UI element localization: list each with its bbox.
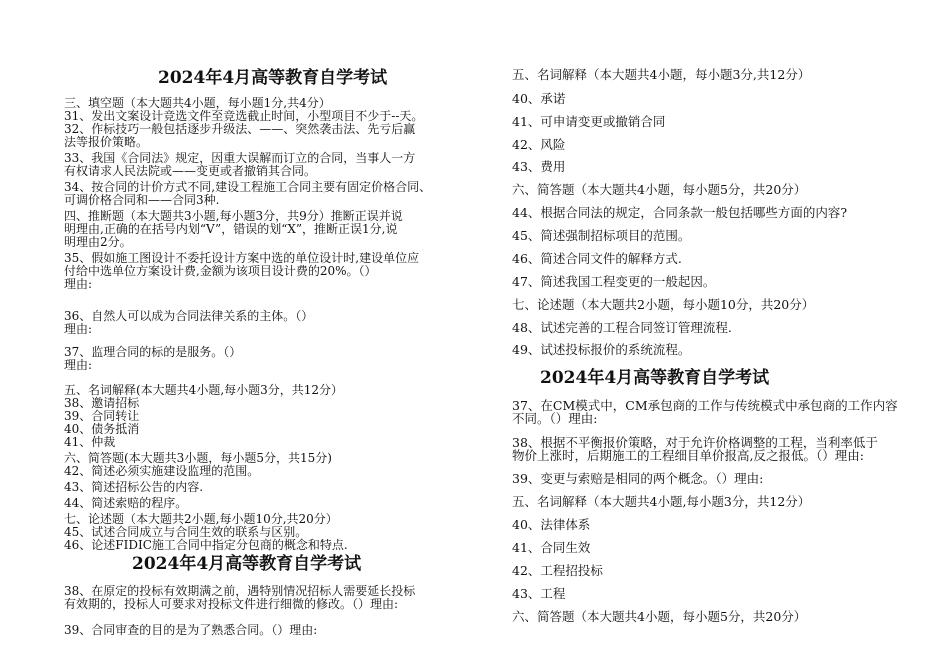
exam-text-line: 付给中选单位方案设计费,金额为该项目设计费的20%。（） [64, 264, 377, 278]
exam-text-line: 五、名词解释(本大题共4小题,每小题3分，共12分） [64, 383, 344, 397]
exam-text-line: 40、承诺 [512, 91, 566, 106]
exam-text-line: 明理由2分。 [64, 235, 132, 249]
exam-text-line: 44、根据合同法的规定，合同条款一般包括哪些方面的内容? [512, 205, 848, 220]
exam-text-line: 42、简述必须实施建设监理的范围。 [64, 464, 260, 478]
section-title: 2024年4月高等教育自学考试 [132, 554, 362, 574]
exam-text-line: 38、邀请招标 [64, 396, 140, 410]
exam-text-line: 六、简答题（本大题共4小题，每小题5分，共20分） [512, 182, 807, 197]
exam-text-line: 38、在原定的投标有效期满之前，遇特别情况招标人需要延长投标 [64, 584, 416, 598]
exam-text-line: 45、简述强制招标项目的范围。 [512, 228, 691, 243]
exam-text-line: 明理由,正确的在括号内划“V”，错误的划“X”，推断正误1分,说 [64, 222, 398, 236]
exam-text-line: 理由: [64, 277, 93, 291]
exam-text-line: 31、发出文案设计竞选文件至竞选截止时间，小型项目不少于--天。 [64, 109, 424, 123]
exam-text-line: 43、费用 [512, 159, 566, 174]
exam-text-line: 40、法律体系 [512, 517, 591, 532]
exam-text-line: 42、工程招投标 [512, 563, 603, 578]
exam-text-line: 五、名词解释（本大题共4小题,每小题3分，共12分） [512, 494, 811, 509]
exam-text-line: 五、名词解释（本大题共4小题，每小题3分,共12分） [512, 67, 811, 82]
exam-text-line: 32、作标技巧一般包括逐步升级法、——、突然袭击法、先亏后赢 [64, 122, 416, 136]
exam-text-line: 45、试述合同成立与合同生效的联系与区别。 [64, 525, 308, 539]
exam-text-line: 42、风险 [512, 137, 566, 152]
exam-text-line: 三、填空题（本大题共4小题，每小题1分,共4分） [64, 96, 331, 110]
exam-text-line: 37、监理合同的标的是服务。（） [64, 345, 242, 359]
exam-text-line: 理由: [64, 358, 93, 372]
exam-text-line: 46、论述FIDIC施工合同中指定分包商的概念和特点. [64, 538, 348, 552]
exam-text-line: 39、合同转让 [64, 409, 140, 423]
exam-text-line: 不同。（）理由: [512, 411, 598, 426]
exam-text-line: 44、简述索赔的程序。 [64, 496, 188, 510]
exam-text-line: 有权请求人民法院或——变更或者撤销其合同。 [64, 164, 317, 178]
exam-text-line: 六、简答题（本大题共4小题，每小题5分，共20分） [512, 609, 807, 624]
exam-text-line: 39、合同审查的目的是为了熟悉合同。（）理由: [64, 623, 318, 637]
exam-text-line: 43、简述招标公告的内容. [64, 480, 204, 494]
section-title: 2024年4月高等教育自学考试 [540, 368, 770, 388]
exam-text-line: 可调价格合同和——合同3种. [64, 193, 220, 207]
exam-text-line: 七、论述题（本大题共2小题，每小题10分，共20分） [512, 297, 815, 312]
exam-text-line: 有效期的，投标人可要求对投标文件进行细微的修改。（）理由: [64, 597, 399, 611]
exam-text-line: 33、我国《合同法》规定，因重大误解而订立的合同，当事人一方 [64, 151, 416, 165]
exam-text-line: 理由: [64, 322, 93, 336]
exam-text-line: 34、按合同的计价方式不同,建设工程施工合同主要有固定价格合同、 [64, 180, 432, 194]
exam-text-line: 40、债务抵消 [64, 422, 140, 436]
exam-text-line: 49、试述投标报价的系统流程。 [512, 342, 691, 357]
exam-text-line: 39、变更与索赔是相同的两个概念。（）理由: [512, 471, 764, 486]
exam-text-line: 41、可申请变更或撤销合同 [512, 114, 666, 129]
exam-text-line: 41、仲裁 [64, 435, 116, 449]
exam-text-line: 35、假如施工图设计不委托设计方案中选的单位设计时,建设单位应 [64, 251, 420, 265]
exam-text-line: 46、简述合同文件的解释方式. [512, 251, 682, 266]
exam-text-line: 四、推断题（本大题共3小题,每小题3分，共9分）推断正误并说 [64, 209, 403, 223]
exam-text-line: 法等报价策略。 [64, 135, 149, 149]
page-title: 2024年4月高等教育自学考试 [158, 68, 388, 88]
exam-text-line: 37、在CM模式中，CM承包商的工作与传统模式中承包商的工作内容 [512, 398, 898, 413]
exam-text-line: 物价上涨时，后期施工的工程细目单价报高,反之报低。（）理由: [512, 448, 864, 463]
exam-text-line: 38、根据不平衡报价策略，对于允许价格调整的工程，当利率低于 [512, 435, 878, 450]
exam-text-line: 36、自然人可以成为合同法律关系的主体。（） [64, 309, 314, 323]
exam-text-line: 47、简述我国工程变更的一般起因。 [512, 274, 716, 289]
exam-text-line: 48、试述完善的工程合同签订管理流程. [512, 320, 732, 335]
exam-text-line: 41、合同生效 [512, 540, 591, 555]
exam-text-line: 43、工程 [512, 586, 566, 601]
exam-text-line: 七、论述题（本大题共2小题,每小题10分,共20分） [64, 512, 338, 526]
exam-text-line: 六、简答题(本大题共3小题，每小题5分，共15分) [64, 451, 332, 465]
